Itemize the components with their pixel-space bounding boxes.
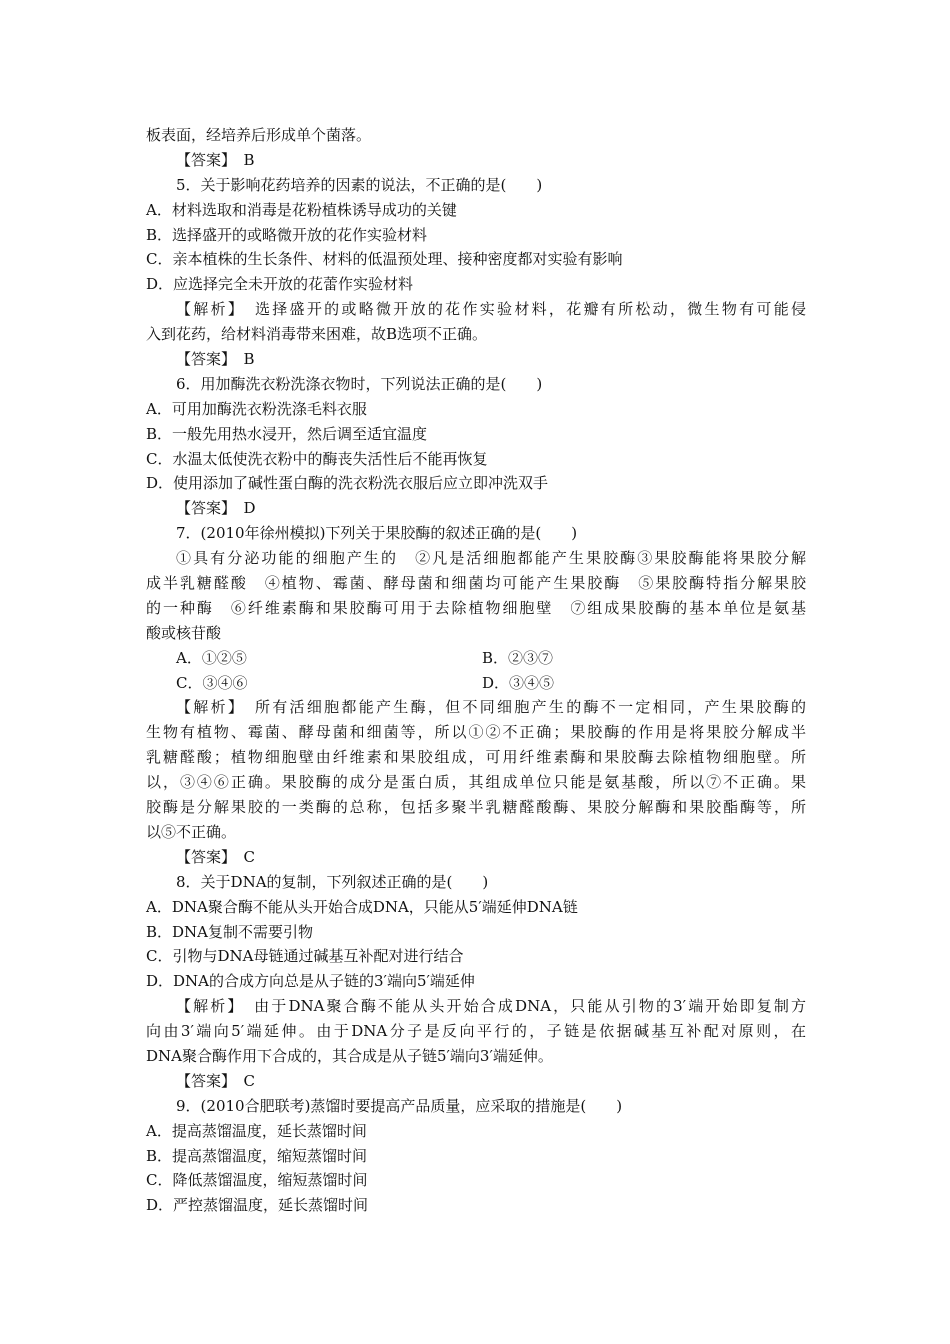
- analysis-line: 乳糖醛酸；植物细胞壁由纤维素和果胶组成，可用纤维素酶和果胶酶去除植物细胞壁。所: [146, 748, 806, 767]
- option-c: C．降低蒸馏温度，缩短蒸馏时间: [146, 1171, 368, 1190]
- option-c: C．引物与DNA母链通过碱基互补配对进行结合: [146, 947, 464, 966]
- question-7: 7．(2010年徐州模拟)下列关于果胶酶的叙述正确的是( ): [176, 524, 578, 543]
- analysis-line: 【解析】 由于DNA聚合酶不能从头开始合成DNA，只能从引物的3′端开始即复制方: [176, 997, 806, 1016]
- option-b: B．②③⑦: [482, 648, 554, 667]
- question-7-statement: 成半乳糖醛酸 ④植物、霉菌、酵母菌和细菌均可能产生果胶酶 ⑤果胶酶特指分解果胶: [146, 574, 806, 593]
- answer-line: 【答案】 B: [176, 150, 255, 169]
- analysis-line: DNA聚合酶作用下合成的，其合成是从子链5′端向3′端延伸。: [146, 1046, 553, 1065]
- option-a: A．①②⑤: [176, 648, 247, 667]
- option-c: C．③④⑥: [176, 673, 248, 692]
- answer-line: 【答案】 C: [176, 1071, 255, 1090]
- question-9: 9．(2010合肥联考)蒸馏时要提高产品质量，应采取的措施是( ): [176, 1096, 623, 1115]
- option-a: A．提高蒸馏温度，延长蒸馏时间: [146, 1121, 367, 1140]
- option-a: A．可用加酶洗衣粉洗涤毛料衣服: [146, 399, 367, 418]
- question-7-statement: 酸或核苷酸: [146, 623, 222, 642]
- answer-line: 【答案】 D: [176, 499, 256, 518]
- options-row: [146, 671, 806, 696]
- option-d: D．应选择完全未开放的花蕾作实验材料: [146, 275, 414, 294]
- option-b: B．提高蒸馏温度，缩短蒸馏时间: [146, 1146, 368, 1165]
- option-b: B．选择盛开的或略微开放的花作实验材料: [146, 225, 428, 244]
- analysis-line: 【解析】 所有活细胞都能产生酶，但不同细胞产生的酶不一定相同，产生果胶酶的: [176, 698, 806, 717]
- text-line: 板表面，经培养后形成单个菌落。: [146, 126, 372, 144]
- question-5: 5．关于影响花药培养的因素的说法，不正确的是( ): [176, 175, 543, 194]
- options-row: [146, 646, 806, 671]
- question-7-statement: 的一种酶 ⑥纤维素酶和果胶酶可用于去除植物细胞壁 ⑦组成果胶酶的基本单位是氨基: [146, 598, 806, 617]
- analysis-line: 【解析】 选择盛开的或略微开放的花作实验材料，花瓣有所松动，微生物有可能侵: [176, 300, 806, 319]
- analysis-line: 生物有植物、霉菌、酵母菌和细菌等，所以①②不正确；果胶酶的作用是将果胶分解成半: [146, 723, 806, 742]
- question-8: 8．关于DNA的复制，下列叙述正确的是( ): [176, 872, 489, 891]
- option-d: D．严控蒸馏温度，延长蒸馏时间: [146, 1196, 369, 1215]
- option-c: C．亲本植株的生长条件、材料的低温预处理、接种密度都对实验有影响: [146, 250, 623, 269]
- analysis-line: 以，③④⑥正确。果胶酶的成分是蛋白质，其组成单位只能是氨基酸，所以⑦不正确。果: [146, 773, 806, 792]
- option-b: B．一般先用热水浸开，然后调至适宜温度: [146, 424, 428, 443]
- option-b: B．DNA复制不需要引物: [146, 922, 314, 941]
- analysis-line: 以⑤不正确。: [146, 822, 237, 841]
- option-d: D．使用添加了碱性蛋白酶的洗衣粉洗衣服后应立即冲洗双手: [146, 474, 549, 493]
- document-page: [146, 123, 806, 1218]
- option-d: D．③④⑤: [482, 673, 555, 692]
- option-d: D．DNA的合成方向总是从子链的3′端向5′端延伸: [146, 972, 475, 991]
- answer-line: 【答案】 C: [176, 847, 255, 866]
- option-a: A．材料选取和消毒是花粉植株诱导成功的关键: [146, 200, 457, 219]
- answer-line: 【答案】 B: [176, 350, 255, 369]
- option-a: A．DNA聚合酶不能从头开始合成DNA，只能从5′端延伸DNA链: [146, 897, 578, 916]
- question-6: 6．用加酶洗衣粉洗涤衣物时，下列说法正确的是( ): [176, 374, 543, 393]
- option-c: C．水温太低使洗衣粉中的酶丧失活性后不能再恢复: [146, 449, 488, 468]
- analysis-line: 向由3′端向5′端延伸。由于DNA分子是反向平行的，子链是依据碱基互补配对原则，在: [146, 1022, 806, 1041]
- analysis-line: 胶酶是分解果胶的一类酶的总称，包括多聚半乳糖醛酸酶、果胶分解酶和果胶酯酶等，所: [146, 798, 806, 817]
- analysis-line: 入到花药，给材料消毒带来困难，故B选项不正确。: [146, 325, 488, 344]
- question-7-statement: ①具有分泌功能的细胞产生的 ②凡是活细胞都能产生果胶酶③果胶酶能将果胶分解: [176, 549, 806, 568]
